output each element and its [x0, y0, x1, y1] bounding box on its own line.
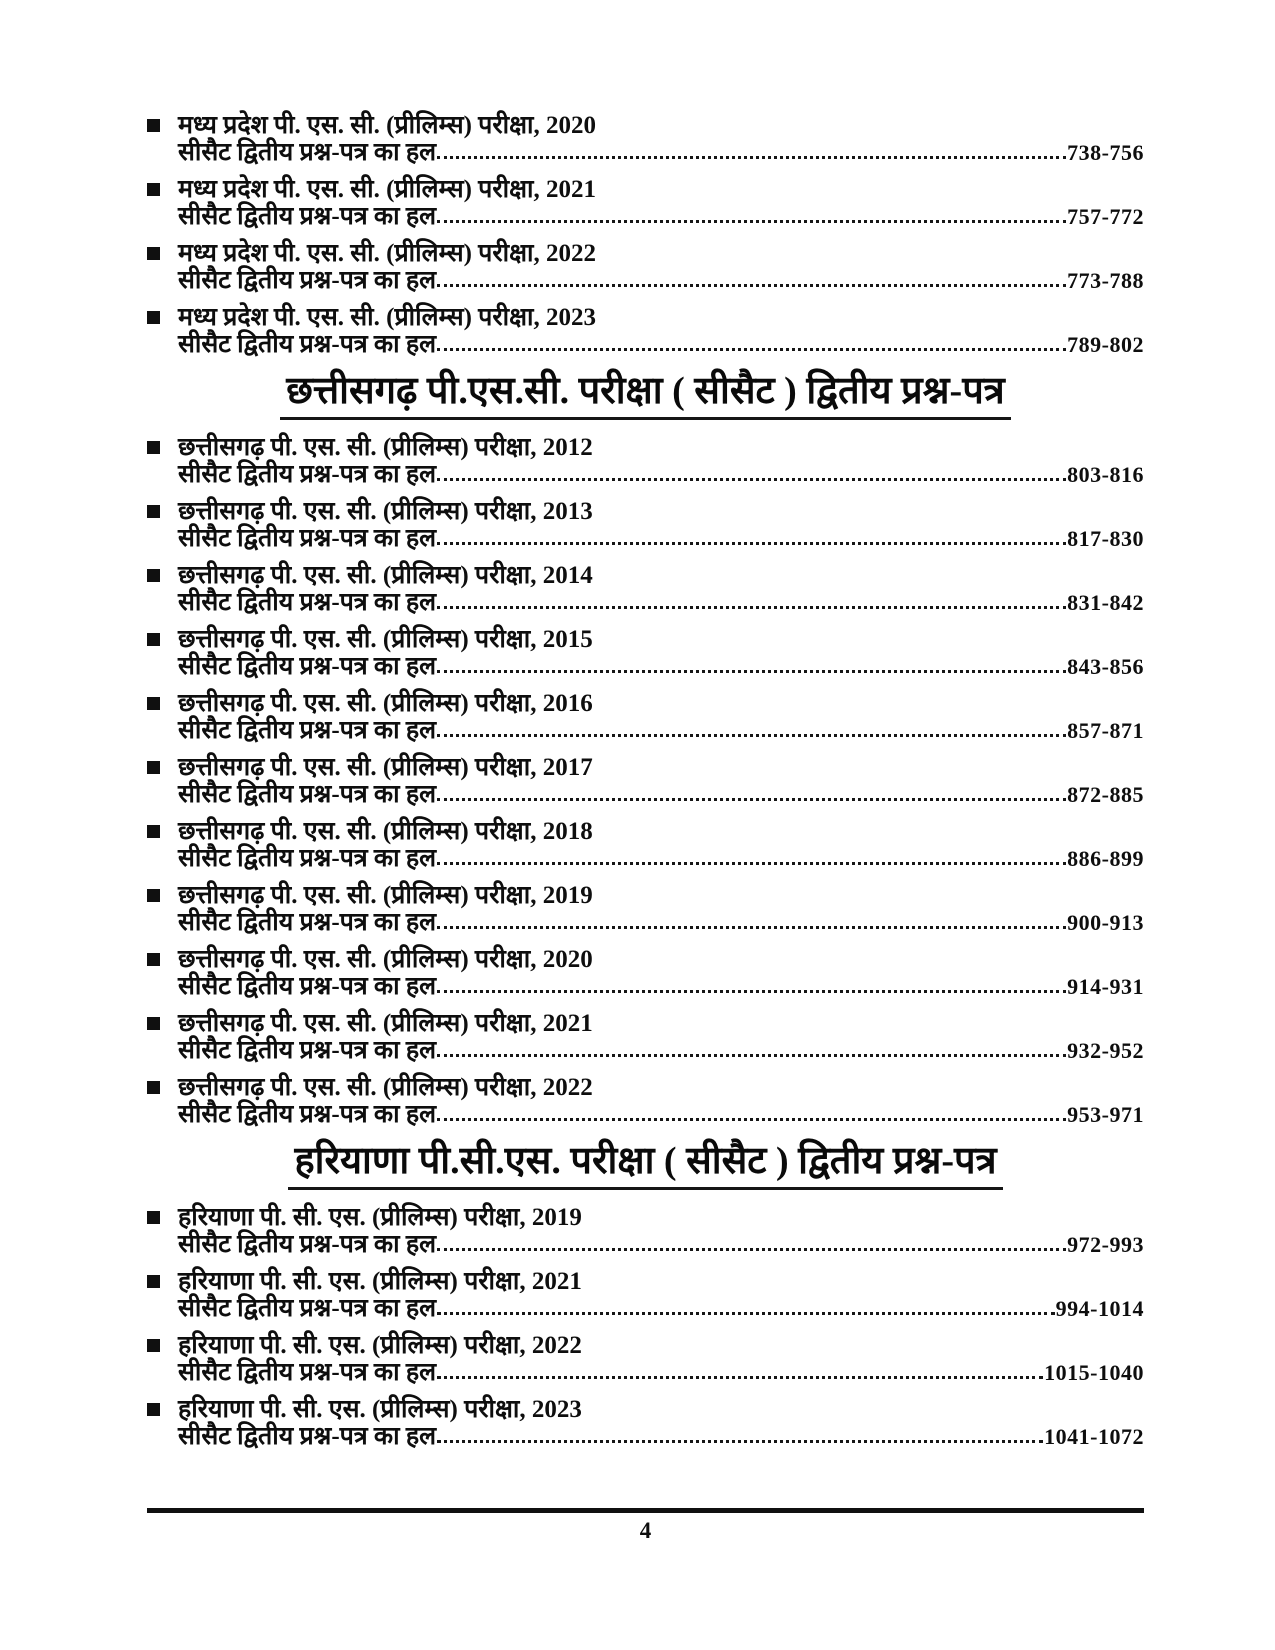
section-entries [147, 434, 1144, 1128]
entry-page-range: 831-842 [1067, 590, 1144, 615]
entry-leader-row [178, 653, 1144, 680]
entry-title-row [147, 818, 1144, 845]
toc-entry [147, 498, 1144, 552]
entry-title: छत्तीसगढ़ पी. एस. सी. (प्रीलिम्स) परीक्षा, 2012 [178, 434, 593, 461]
entry-title-row [147, 1332, 1144, 1359]
dot-leader [437, 1054, 1066, 1057]
entry-title-row [147, 754, 1144, 781]
entry-leader-row [178, 461, 1144, 488]
entry-title-row [147, 176, 1144, 203]
entry-title-row [147, 690, 1144, 717]
bullet-square-icon [147, 825, 160, 838]
bullet-square-icon [147, 1275, 160, 1288]
section-header-text: छत्तीसगढ़ पी.एस.सी. परीक्षा ( सीसैट ) द्वितीय प्रश्न-पत्र [280, 368, 1011, 420]
bullet-square-icon [147, 889, 160, 902]
entry-title: हरियाणा पी. सी. एस. (प्रीलिम्स) परीक्षा, 2023 [178, 1396, 582, 1423]
dot-leader [437, 798, 1066, 801]
entry-title: मध्य प्रदेश पी. एस. सी. (प्रीलिम्स) परीक्षा, 2021 [178, 176, 596, 203]
entry-leader-row [178, 909, 1144, 936]
toc-entry [147, 754, 1144, 808]
entry-page-range: 773-788 [1067, 268, 1144, 293]
entry-leader-row [178, 1423, 1144, 1450]
bullet-square-icon [147, 119, 160, 132]
dot-leader [437, 670, 1066, 673]
section-entries [147, 112, 1144, 358]
dot-leader [437, 1312, 1055, 1315]
entry-subtitle: सीसैट द्वितीय प्रश्न-पत्र का हल [178, 331, 437, 358]
entry-subtitle: सीसैट द्वितीय प्रश्न-पत्र का हल [178, 589, 437, 616]
entry-title: छत्तीसगढ़ पी. एस. सी. (प्रीलिम्स) परीक्षा, 2021 [178, 1010, 593, 1037]
entry-leader-row [178, 1359, 1144, 1386]
bullet-square-icon [147, 1017, 160, 1030]
entry-title: मध्य प्रदेश पी. एस. सी. (प्रीलिम्स) परीक्षा, 2020 [178, 112, 596, 139]
entry-title: छत्तीसगढ़ पी. एस. सी. (प्रीलिम्स) परीक्षा, 2018 [178, 818, 593, 845]
entry-title: छत्तीसगढ़ पी. एस. सी. (प्रीलिम्स) परीक्षा, 2014 [178, 562, 593, 589]
entry-page-range: 757-772 [1067, 204, 1144, 229]
toc-content [147, 112, 1144, 1460]
toc-entry [147, 1332, 1144, 1386]
entry-title: मध्य प्रदेश पी. एस. सी. (प्रीलिम्स) परीक्षा, 2023 [178, 304, 596, 331]
entry-title: छत्तीसगढ़ पी. एस. सी. (प्रीलिम्स) परीक्षा, 2019 [178, 882, 593, 909]
entry-title-row [147, 626, 1144, 653]
toc-section [147, 1138, 1144, 1450]
entry-subtitle: सीसैट द्वितीय प्रश्न-पत्र का हल [178, 1359, 437, 1386]
entry-title: छत्तीसगढ़ पी. एस. सी. (प्रीलिम्स) परीक्षा, 2015 [178, 626, 593, 653]
entry-title-row [147, 882, 1144, 909]
entry-title-row [147, 498, 1144, 525]
toc-entry [147, 176, 1144, 230]
entry-title: छत्तीसगढ़ पी. एस. सी. (प्रीलिम्स) परीक्षा, 2017 [178, 754, 593, 781]
bullet-square-icon [147, 761, 160, 774]
toc-section [147, 112, 1144, 358]
toc-entry [147, 1010, 1144, 1064]
toc-entry [147, 1396, 1144, 1450]
entry-subtitle: सीसैट द्वितीय प्रश्न-पत्र का हल [178, 525, 437, 552]
entry-leader-row [178, 1037, 1144, 1064]
entry-title-row [147, 434, 1144, 461]
entry-title-row [147, 562, 1144, 589]
entry-leader-row [178, 1101, 1144, 1128]
entry-leader-row [178, 973, 1144, 1000]
entry-title: छत्तीसगढ़ पी. एस. सी. (प्रीलिम्स) परीक्षा, 2016 [178, 690, 593, 717]
entry-page-range: 953-971 [1067, 1102, 1144, 1127]
entry-page-range: 932-952 [1067, 1038, 1144, 1063]
entry-leader-row [178, 1295, 1144, 1322]
entry-title: छत्तीसगढ़ पी. एस. सी. (प्रीलिम्स) परीक्षा, 2022 [178, 1074, 593, 1101]
entry-subtitle: सीसैट द्वितीय प्रश्न-पत्र का हल [178, 203, 437, 230]
entry-subtitle: सीसैट द्वितीय प्रश्न-पत्र का हल [178, 461, 437, 488]
dot-leader [437, 990, 1066, 993]
entry-subtitle: सीसैट द्वितीय प्रश्न-पत्र का हल [178, 717, 437, 744]
dot-leader [437, 542, 1066, 545]
dot-leader [437, 606, 1066, 609]
entry-page-range: 843-856 [1067, 654, 1144, 679]
toc-entry [147, 626, 1144, 680]
toc-entry [147, 818, 1144, 872]
toc-entry [147, 562, 1144, 616]
entry-page-range: 914-931 [1067, 974, 1144, 999]
entry-title: हरियाणा पी. सी. एस. (प्रीलिम्स) परीक्षा, 2019 [178, 1204, 582, 1231]
entry-title: मध्य प्रदेश पी. एस. सी. (प्रीलिम्स) परीक्षा, 2022 [178, 240, 596, 267]
section-entries [147, 1204, 1144, 1450]
entry-title-row [147, 1010, 1144, 1037]
entry-page-range: 857-871 [1067, 718, 1144, 743]
entry-leader-row [178, 203, 1144, 230]
entry-title: छत्तीसगढ़ पी. एस. सी. (प्रीलिम्स) परीक्षा, 2013 [178, 498, 593, 525]
dot-leader [437, 1118, 1066, 1121]
entry-title-row [147, 304, 1144, 331]
entry-title: हरियाणा पी. सी. एस. (प्रीलिम्स) परीक्षा, 2022 [178, 1332, 582, 1359]
toc-entry [147, 240, 1144, 294]
entry-title-row [147, 1074, 1144, 1101]
dot-leader [437, 348, 1066, 351]
entry-leader-row [178, 589, 1144, 616]
page-number: 4 [639, 1518, 652, 1543]
section-header-text: हरियाणा पी.सी.एस. परीक्षा ( सीसैट ) द्वितीय प्रश्न-पत्र [288, 1138, 1002, 1190]
bullet-square-icon [147, 953, 160, 966]
section-header [147, 368, 1144, 420]
dot-leader [437, 156, 1066, 159]
entry-page-range: 886-899 [1067, 846, 1144, 871]
entry-title-row [147, 1268, 1144, 1295]
dot-leader [437, 284, 1066, 287]
entry-page-range: 817-830 [1067, 526, 1144, 551]
toc-entry [147, 690, 1144, 744]
entry-subtitle: सीसैट द्वितीय प्रश्न-पत्र का हल [178, 1423, 437, 1450]
dot-leader [437, 1376, 1043, 1379]
bullet-square-icon [147, 1403, 160, 1416]
toc-section [147, 368, 1144, 1128]
bullet-square-icon [147, 1211, 160, 1224]
toc-entry [147, 882, 1144, 936]
toc-entry [147, 434, 1144, 488]
entry-title-row [147, 946, 1144, 973]
bullet-square-icon [147, 311, 160, 324]
entry-page-range: 1015-1040 [1044, 1360, 1144, 1385]
dot-leader [437, 220, 1066, 223]
bullet-square-icon [147, 633, 160, 646]
toc-entry [147, 304, 1144, 358]
toc-entry [147, 1074, 1144, 1128]
bullet-square-icon [147, 1081, 160, 1094]
dot-leader [437, 862, 1066, 865]
entry-subtitle: सीसैट द्वितीय प्रश्न-पत्र का हल [178, 1295, 437, 1322]
entry-leader-row [178, 331, 1144, 358]
toc-entry [147, 946, 1144, 1000]
bullet-square-icon [147, 569, 160, 582]
entry-leader-row [178, 845, 1144, 872]
entry-page-range: 738-756 [1067, 140, 1144, 165]
entry-leader-row [178, 139, 1144, 166]
toc-entry [147, 112, 1144, 166]
entry-title-row [147, 1204, 1144, 1231]
entry-title-row [147, 240, 1144, 267]
bullet-square-icon [147, 247, 160, 260]
entry-leader-row [178, 781, 1144, 808]
entry-title-row [147, 112, 1144, 139]
bullet-square-icon [147, 1339, 160, 1352]
toc-entry [147, 1268, 1144, 1322]
entry-leader-row [178, 267, 1144, 294]
dot-leader [437, 478, 1066, 481]
entry-subtitle: सीसैट द्वितीय प्रश्न-पत्र का हल [178, 973, 437, 1000]
bullet-square-icon [147, 697, 160, 710]
entry-title-row [147, 1396, 1144, 1423]
entry-subtitle: सीसैट द्वितीय प्रश्न-पत्र का हल [178, 781, 437, 808]
section-header [147, 1138, 1144, 1190]
dot-leader [437, 926, 1066, 929]
entry-subtitle: सीसैट द्वितीय प्रश्न-पत्र का हल [178, 1231, 437, 1258]
entry-page-range: 803-816 [1067, 462, 1144, 487]
toc-entry [147, 1204, 1144, 1258]
entry-subtitle: सीसैट द्वितीय प्रश्न-पत्र का हल [178, 1037, 437, 1064]
entry-leader-row [178, 717, 1144, 744]
dot-leader [437, 1248, 1066, 1251]
entry-subtitle: सीसैट द्वितीय प्रश्न-पत्र का हल [178, 139, 437, 166]
entry-page-range: 900-913 [1067, 910, 1144, 935]
entry-page-range: 994-1014 [1055, 1296, 1144, 1321]
entry-subtitle: सीसैट द्वितीय प्रश्न-पत्र का हल [178, 845, 437, 872]
entry-leader-row [178, 1231, 1144, 1258]
entry-page-range: 789-802 [1067, 332, 1144, 357]
bullet-square-icon [147, 505, 160, 518]
entry-title: हरियाणा पी. सी. एस. (प्रीलिम्स) परीक्षा, 2021 [178, 1268, 582, 1295]
entry-page-range: 872-885 [1067, 782, 1144, 807]
entry-subtitle: सीसैट द्वितीय प्रश्न-पत्र का हल [178, 267, 437, 294]
entry-leader-row [178, 525, 1144, 552]
bullet-square-icon [147, 441, 160, 454]
entry-subtitle: सीसैट द्वितीय प्रश्न-पत्र का हल [178, 909, 437, 936]
entry-title: छत्तीसगढ़ पी. एस. सी. (प्रीलिम्स) परीक्षा, 2020 [178, 946, 593, 973]
page-footer [147, 1508, 1144, 1544]
bullet-square-icon [147, 183, 160, 196]
entry-subtitle: सीसैट द्वितीय प्रश्न-पत्र का हल [178, 653, 437, 680]
entry-page-range: 972-993 [1067, 1232, 1144, 1257]
footer-rule [147, 1508, 1144, 1513]
dot-leader [437, 734, 1066, 737]
dot-leader [437, 1440, 1043, 1443]
entry-subtitle: सीसैट द्वितीय प्रश्न-पत्र का हल [178, 1101, 437, 1128]
entry-page-range: 1041-1072 [1044, 1424, 1144, 1449]
